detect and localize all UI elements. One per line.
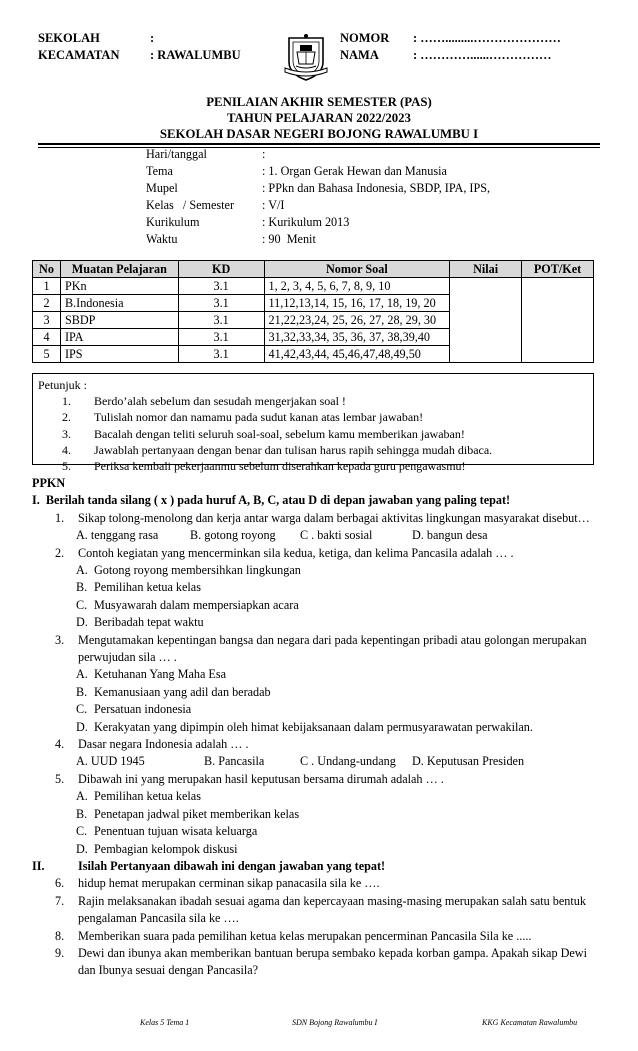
question-9 [32,945,602,962]
question-text: pengalaman Pancasila sila ke …. [78,911,239,926]
col-header-score: Nilai [450,261,522,278]
question-number: 8. [55,928,65,943]
info-label: Kelas / Semester [146,198,234,212]
option-letter: A. [76,667,88,682]
table-header-row [33,261,594,278]
option-letter: C. [76,824,88,839]
option-c[interactable]: C . bakti sosial [300,528,373,543]
nama-label: NAMA [340,48,379,62]
question-3 [32,632,602,649]
instructions-list [38,393,588,474]
option-a[interactable]: A. UUD 1945 [76,754,145,769]
option[interactable] [32,614,602,631]
title-line-1: PENILAIAN AKHIR SEMESTER (PAS) [206,95,432,109]
question-2 [32,545,602,562]
question-4-options [32,753,602,770]
question-text: Memberikan suara pada pemilihan ketua kelas merupakan pencerminan Pancasila Sila ke ..... [78,928,532,943]
col-header-kd: KD [178,261,264,278]
part-1-instruction: I. Berilah tanda silang ( x ) pada huruf A, B, C, atau D di depan jawaban yang paling tepat! [32,493,511,508]
row-question-numbers: 41,42,43,44, 45,46,47,48,49,50 [264,346,450,363]
question-text: Rajin melaksanakan ibadah sesuai agama dan kepercayaan masing-masing merupakan salah satu bentuk [78,893,586,908]
row-kd: 3.1 [178,295,264,312]
question-4 [32,736,602,753]
option-text: Ketuhanan Yang Maha Esa [94,667,227,682]
question-number: 2. [55,545,65,560]
option-letter: A. [76,563,88,578]
option-text: Beribadah tepat waktu [94,615,204,630]
row-subject: PKn [60,278,178,295]
exam-info [146,146,586,248]
info-row [146,197,586,214]
item-number: 3. [62,426,71,441]
item-text: Tulislah nomor dan namamu pada sudut kanan atas lembar jawaban! [94,410,424,425]
info-label: Mupel [146,181,178,195]
question-text: Contoh kegiatan yang mencerminkan sila kedua, ketiga, dan kelima Pancasila adalah … . [78,545,514,560]
info-row [146,180,586,197]
col-header-subject: Muatan Pelajaran [60,261,178,278]
subject-table [32,260,594,363]
info-row [146,146,586,163]
option[interactable] [32,666,602,683]
row-subject: IPA [60,329,178,346]
option-text: Pemilihan ketua kelas [94,789,201,804]
question-section [32,475,602,980]
option[interactable] [32,823,602,840]
row-subject: B.Indonesia [60,295,178,312]
question-number: 4. [55,737,65,752]
info-label: Tema [146,164,173,178]
exam-titles [0,94,638,142]
question-1 [32,510,602,527]
footer-center: SDN Bojong Rawalumbu I [292,1018,378,1027]
question-text: perwujudan sila … . [78,650,177,665]
row-no: 2 [33,295,61,312]
list-item [38,458,588,474]
item-text: Periksa kembali pekerjaanmu sebelum diserahkan kepada guru pengawasmu! [94,459,466,474]
question-text: Dibawah ini yang merupakan hasil keputusan bersama dirumah adalah … . [78,771,444,786]
part-2-heading [32,858,602,875]
row-no: 1 [33,278,61,295]
info-label: Kurikulum [146,215,200,229]
info-value: : PPkn dan Bahasa Indonesia, SBDP, IPA, IPS, [262,181,491,195]
part-2-instruction: Isilah Pertanyaan dibawah ini dengan jawaban yang tepat! [78,858,386,873]
info-label: Hari/tanggal [146,147,207,161]
row-kd: 3.1 [178,278,264,295]
subject-heading: PPKN [32,476,66,490]
kecamatan-label: KECAMATAN [38,48,120,62]
item-number: 2. [62,410,71,425]
item-text: Jawablah pertanyaan dengan benar dan tulisan harus rapih sehingga mudah dibaca. [94,442,493,457]
question-8 [32,928,602,945]
footer-left: Kelas 5 Tema 1 [140,1018,190,1027]
question-number: 3. [55,632,65,647]
option-letter: B. [76,806,88,821]
item-number: 1. [62,394,71,409]
question-5 [32,771,602,788]
list-item [38,409,588,425]
item-text: Berdo’alah sebelum dan sesudah mengerjakan soal ! [94,394,346,409]
option-text: Kemanusiaan yang adil dan beradab [94,684,271,699]
exam-header [38,30,608,80]
city-emblem-icon [281,32,331,82]
option-text: Pemilihan ketua kelas [94,580,201,595]
question-text: hidup hemat merupakan cerminan sikap panacasila sila ke …. [78,876,380,891]
info-value: : 1. Organ Gerak Hewan dan Manusia [262,164,447,178]
question-text: Mengutamakan kepentingan bangsa dan negara dari pada kepentingan pribadi atau golongan merupakan [78,632,587,647]
info-row [146,231,586,248]
item-number: 5. [62,459,71,474]
question-text: Dasar negara Indonesia adalah … . [78,737,249,752]
option-d[interactable]: D. Keputusan Presiden [412,754,525,769]
option[interactable] [32,684,602,701]
item-text: Bacalah dengan teliti seluruh soal-soal, sebelum kamu memberikan jawaban! [94,426,465,441]
question-text: Sikap tolong-menolong dan kerja antar warga dalam berbagai aktivitas lingkungan masyarakat disebut… [78,510,590,525]
info-value: : 90 Menit [262,232,316,246]
info-label: Waktu [146,232,178,246]
option-c[interactable]: C . Undang-undang [300,754,396,769]
footer-right: KKG Kecamatan Rawalumbu [482,1018,578,1027]
question-text: Dewi dan ibunya akan memberikan bantuan berupa sembako kepada korban gampa. Apakah sikap Dewi [78,945,587,960]
option-letter: D. [76,719,88,734]
option-letter: C. [76,597,88,612]
table-row [33,278,594,295]
option-letter: A. [76,789,88,804]
option-text: Musyawarah dalam mempersiapkan acara [94,597,299,612]
question-9-continued [32,962,602,979]
row-no: 4 [33,329,61,346]
row-kd: 3.1 [178,346,264,363]
option-text: Penetapan jadwal piket memberikan kelas [94,806,300,821]
question-number: 5. [55,771,65,786]
row-no: 5 [33,346,61,363]
option-b[interactable]: B. Pancasila [204,754,265,769]
score-cell[interactable] [450,278,522,363]
option[interactable] [32,701,602,718]
question-1-options [32,527,602,544]
option-a[interactable]: A. tenggang rasa [76,528,159,543]
question-7 [32,893,602,910]
question-number: 9. [55,945,65,960]
kecamatan-value: : RAWALUMBU [150,48,241,62]
info-value: : [262,147,266,161]
option-text: Penentuan tujuan wisata keluarga [94,824,258,839]
sekolah-label: SEKOLAH [38,31,100,45]
list-item [38,426,588,442]
list-item [38,442,588,458]
title-rule-thick [38,143,600,145]
list-item [38,393,588,409]
option[interactable] [32,597,602,614]
question-6 [32,875,602,892]
option[interactable] [32,719,602,736]
nama-value: : …………......…………… [413,48,552,62]
question-number: 7. [55,893,65,908]
instructions-title: Petunjuk : [38,378,88,392]
part-2-number: II. [32,858,45,873]
row-question-numbers: 1, 2, 3, 4, 5, 6, 7, 8, 9, 10 [264,278,450,295]
option-letter: C. [76,702,88,717]
info-value: : Kurikulum 2013 [262,215,350,229]
option-b[interactable]: B. gotong royong [190,528,276,543]
row-question-numbers: 11,12,13,14, 15, 16, 17, 18, 19, 20 [264,295,450,312]
option[interactable] [32,579,602,596]
option[interactable] [32,841,602,858]
info-row [146,163,586,180]
option-text: Pembagian kelompok diskusi [94,841,238,856]
question-7-continued [32,910,602,927]
question-number: 1. [55,510,65,525]
nomor-value: : …….........………………… [413,31,561,45]
row-subject: IPS [60,346,178,363]
sekolah-value: : [150,31,155,45]
row-question-numbers: 21,22,23,24, 25, 26, 27, 28, 29, 30 [264,312,450,329]
row-kd: 3.1 [178,312,264,329]
row-kd: 3.1 [178,329,264,346]
row-question-numbers: 31,32,33,34, 35, 36, 37, 38,39,40 [264,329,450,346]
info-value: : V/I [262,198,285,212]
col-header-question-numbers: Nomor Soal [264,261,450,278]
col-header-no: No [33,261,61,278]
option[interactable] [32,806,602,823]
notes-cell[interactable] [522,278,594,363]
item-number: 4. [62,442,71,457]
option-text: Gotong royong membersihkan lingkungan [94,563,301,578]
option[interactable] [32,562,602,579]
title-line-3: SEKOLAH DASAR NEGERI BOJONG RAWALUMBU I [159,127,479,141]
question-3-continued [32,649,602,666]
option-letter: B. [76,580,88,595]
title-line-2: TAHUN PELAJARAN 2022/2023 [227,111,411,125]
option[interactable] [32,788,602,805]
option-text: Persatuan indonesia [94,702,192,717]
nomor-label: NOMOR [340,31,390,45]
row-no: 3 [33,312,61,329]
option-letter: B. [76,684,88,699]
option-letter: D. [76,615,88,630]
option-d[interactable]: D. bangun desa [412,528,488,543]
instructions-box [32,373,594,474]
question-number: 6. [55,876,65,891]
option-letter: D. [76,841,88,856]
col-header-notes: POT/Ket [522,261,594,278]
info-row [146,214,586,231]
row-subject: SBDP [60,312,178,329]
option-text: Kerakyatan yang dipimpin oleh himat kebijaksanaan dalam permusyarawatan perwakilan. [94,719,533,734]
question-text: dan Ibunya sesuai dengan Pancasila? [78,963,259,978]
